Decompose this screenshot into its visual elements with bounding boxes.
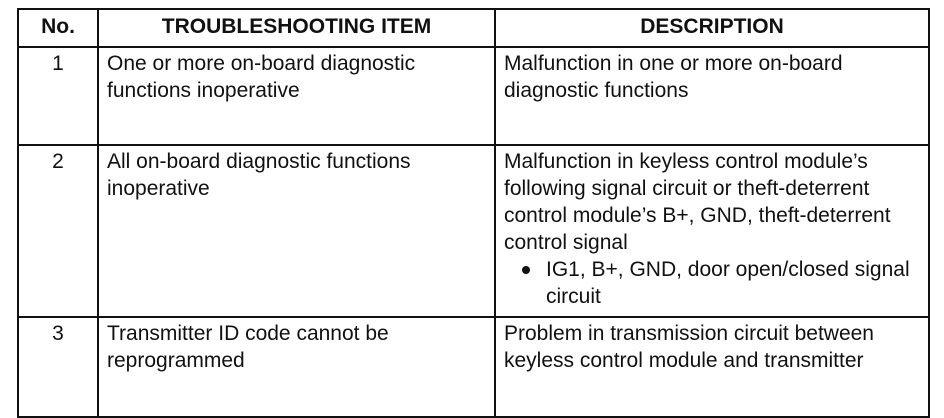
description-cell — [495, 145, 929, 317]
description-text: Malfunction in keyless control module’s following signal circuit or theft-deterrent control module’s B+, GND, theft-deterrent control signal — [504, 150, 891, 254]
troubleshooting-table-container — [17, 8, 928, 418]
description-cell: Problem in transmission circuit between keyless control module and transmitter — [495, 317, 929, 417]
troubleshooting-table — [17, 8, 930, 418]
description-cell: Malfunction in one or more on-board diagnostic functions — [495, 47, 929, 145]
row-number: 3 — [18, 317, 98, 417]
table-row — [18, 145, 929, 317]
table-row — [18, 47, 929, 145]
troubleshooting-item-cell: Transmitter ID code cannot be reprogrammed — [98, 317, 495, 417]
header-description: DESCRIPTION — [495, 9, 929, 47]
troubleshooting-item-cell: One or more on-board diagnostic functions inoperative — [98, 47, 495, 145]
row-number: 2 — [18, 145, 98, 317]
table-row — [18, 317, 929, 417]
header-troubleshooting-item: TROUBLESHOOTING ITEM — [98, 9, 495, 47]
row-number: 1 — [18, 47, 98, 145]
bullet-text: IG1, B+, GND, door open/closed signal circuit — [546, 258, 910, 308]
troubleshooting-item-cell: All on-board diagnostic functions inoperative — [98, 145, 495, 317]
header-no: No. — [18, 9, 98, 47]
list-item — [520, 256, 920, 310]
description-bullet-list — [504, 256, 920, 310]
bullet-icon — [522, 266, 530, 274]
table-header-row — [18, 9, 929, 47]
